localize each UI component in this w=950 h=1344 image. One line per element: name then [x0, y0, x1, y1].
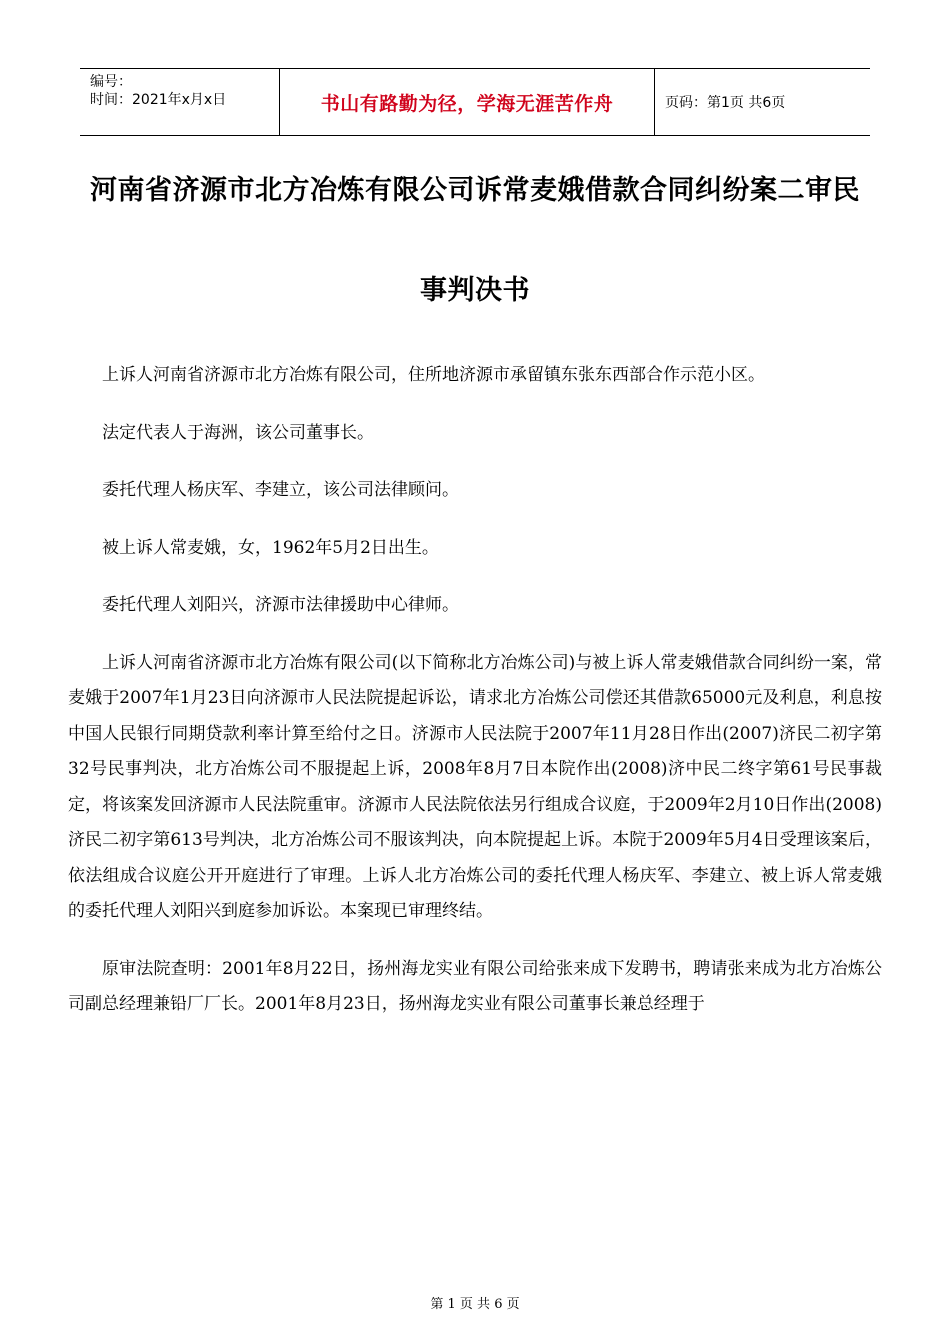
document-title-line-2: 事判决书 — [420, 275, 530, 306]
paragraph-appellant: 上诉人河南省济源市北方冶炼有限公司，住所地济源市承留镇东张东西部合作示范小区。 — [102, 365, 765, 385]
paragraph-findings: 原审法院查明：2001年8月22日，扬州海龙实业有限公司给张来成下发聘书，聘请张来成为北方冶炼公司副总经理兼铅厂厂长。2001年8月23日，扬州海龙实业有限公司董事长兼总经理于 — [68, 958, 882, 1014]
header-meta — [80, 69, 280, 135]
paragraph-case-history: 上诉人河南省济源市北方冶炼有限公司(以下简称北方冶炼公司)与被上诉人常麦娥借款合同纠纷一案，常麦娥于2007年1月23日向济源市人民法院提起诉讼，请求北方冶炼公司偿还其借款65000元及利息，利息按中国人民银行同期贷款利率计算至给付之日。济源市人民法院于2007年11月28日作出(2007)济民二初字第32号民事判决，北方冶炼公司不服提起上诉，2008年8月7日本院作出(2008)济中民二终字第61号民事裁定，将该案发回济源市人民法院重审。济源市人民法院依法另行组成合议庭，于2009年2月10日作出(2008)济民二初字第613号判决，北方冶炼公司不服该判决，向本院提起上诉。本院于2009年5月4日受理该案后，依法组成合议庭公开开庭进行了审理。上诉人北方冶炼公司的委托代理人杨庆军、李建立、被上诉人常麦娥的委托代理人刘阳兴到庭参加诉讼。本案现已审理终结。 — [68, 652, 882, 921]
number-label: 编号： — [90, 74, 132, 90]
document-title-line-1: 河南省济源市北方冶炼有限公司诉常麦娥借款合同纠纷案二审民 — [90, 175, 860, 206]
paragraph-appellee: 被上诉人常麦娥，女，1962年5月2日出生。 — [102, 537, 439, 558]
page-footer: 第 1 页 共 6 页 — [430, 1297, 520, 1312]
page-header — [80, 68, 870, 136]
paragraph-agent-appellant: 委托代理人杨庆军、李建立，该公司法律顾问。 — [102, 480, 459, 500]
time-label: 时间：2021年x月x日 — [90, 92, 227, 108]
paragraph-agent-appellee: 委托代理人刘阳兴，济源市法律援助中心律师。 — [102, 595, 459, 615]
header-motto: 书山有路勤为径，学海无涯苦作舟 — [280, 69, 655, 135]
document-body — [68, 358, 882, 1045]
paragraph-legal-rep: 法定代表人于海洲，该公司董事长。 — [102, 422, 374, 443]
header-page-info: 页码：第1页 共6页 — [665, 95, 786, 111]
